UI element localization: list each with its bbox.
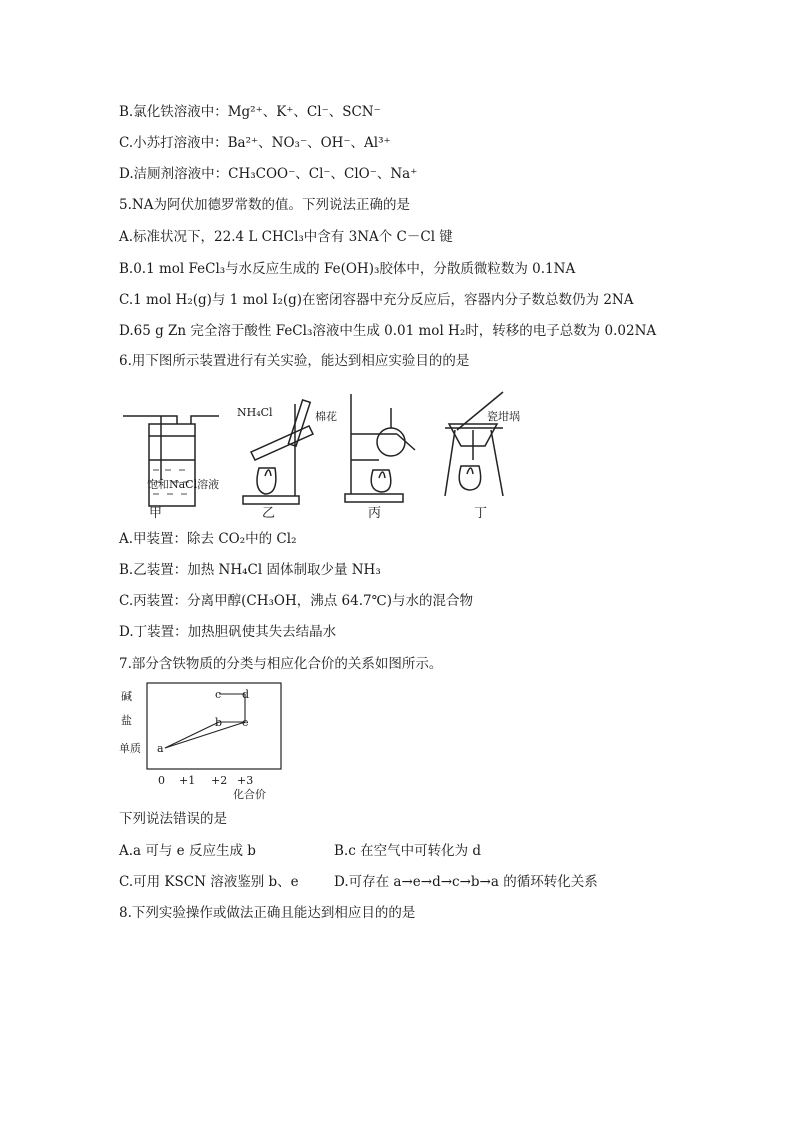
q5-option-a: A.标准状况下，22.4 L CHCl₃中含有 3NA个 C－Cl 键	[119, 229, 453, 245]
q6-option-c: C.丙装置：分离甲醇(CH₃OH，沸点 64.7℃)与水的混合物	[119, 593, 473, 609]
q6-option-d: D.丁装置：加热胆矾使其失去结晶水	[119, 624, 337, 640]
point-a: a	[157, 742, 164, 755]
x-tick-3: +3	[237, 774, 254, 787]
fig-caption-jia: 甲	[149, 506, 163, 521]
point-b: b	[215, 716, 223, 729]
q5-stem: 5.NA为阿伏加德罗常数的值。下列说法正确的是	[119, 197, 410, 213]
apparatus-ding	[445, 392, 503, 496]
jia-solution-label: 饱和NaCl溶液	[147, 478, 220, 491]
x-tick-1: +1	[179, 774, 196, 787]
q6-option-b: B.乙装置：加热 NH₄Cl 固体制取少量 NH₃	[119, 562, 381, 578]
yi-reagent-label: NH₄Cl	[237, 406, 273, 419]
q7-stem: 7.部分含铁物质的分类与相应化合价的关系如图所示。	[119, 656, 443, 672]
point-d: d	[242, 688, 250, 701]
fig-caption-bing: 丙	[368, 506, 382, 521]
yi-cotton-label: 棉花	[315, 410, 337, 423]
fig-caption-ding: 丁	[474, 506, 488, 521]
q7-option-c: C.可用 KSCN 溶液鉴别 b、e	[119, 874, 299, 890]
apparatus-bing	[345, 394, 415, 502]
point-c: c	[215, 688, 222, 701]
y-label-base: 碱	[121, 690, 132, 703]
y-label-element: 单质	[119, 742, 141, 755]
ding-crucible-label: 瓷坩埚	[487, 410, 520, 423]
q5-option-b: B.0.1 mol FeCl₃与水反应生成的 Fe(OH)₃胶体中，分散质微粒数为 0.1NA	[119, 261, 576, 277]
q7-option-b: B.c 在空气中可转化为 d	[334, 843, 481, 859]
apparatus-jia	[123, 416, 219, 506]
point-e: e	[242, 716, 249, 729]
fig-caption-yi: 乙	[262, 506, 276, 521]
q5-option-c: C.1 mol H₂(g)与 1 mol I₂(g)在密闭容器中充分反应后，容器内分子数总数仍为 2NA	[119, 292, 634, 308]
x-axis-title: 化合价	[233, 788, 266, 801]
q7-question: 下列说法错误的是	[119, 811, 227, 827]
q4-option-c: C.小苏打溶液中：Ba²⁺、NO₃⁻、OH⁻、Al³⁺	[119, 135, 391, 151]
q8-stem: 8.下列实验操作或做法正确且能达到相应目的的是	[119, 905, 416, 921]
x-tick-0: 0	[158, 774, 165, 787]
y-label-salt: 盐	[121, 714, 132, 727]
q7-option-d: D.可存在 a→e→d→c→b→a 的循环转化关系	[334, 874, 598, 890]
apparatus-figure	[119, 390, 539, 520]
q4-option-d: D.洁厕剂溶液中：CH₃COO⁻、Cl⁻、ClO⁻、Na⁺	[119, 166, 418, 182]
q7-option-a: A.a 可与 e 反应生成 b	[119, 843, 256, 859]
q6-option-a: A.甲装置：除去 CO₂中的 Cl₂	[119, 531, 297, 547]
plot-frame	[147, 683, 281, 769]
q6-stem: 6.用下图所示装置进行有关实验，能达到相应实验目的的是	[119, 353, 470, 369]
x-tick-2: +2	[211, 774, 228, 787]
q4-option-b: B.氯化铁溶液中：Mg²⁺、K⁺、Cl⁻、SCN⁻	[119, 104, 381, 120]
q5-option-d: D.65 g Zn 完全溶于酸性 FeCl₃溶液中生成 0.01 mol H₂时，转移的电子总数为 0.02NA	[119, 323, 657, 339]
iron-valence-diagram	[119, 680, 289, 802]
